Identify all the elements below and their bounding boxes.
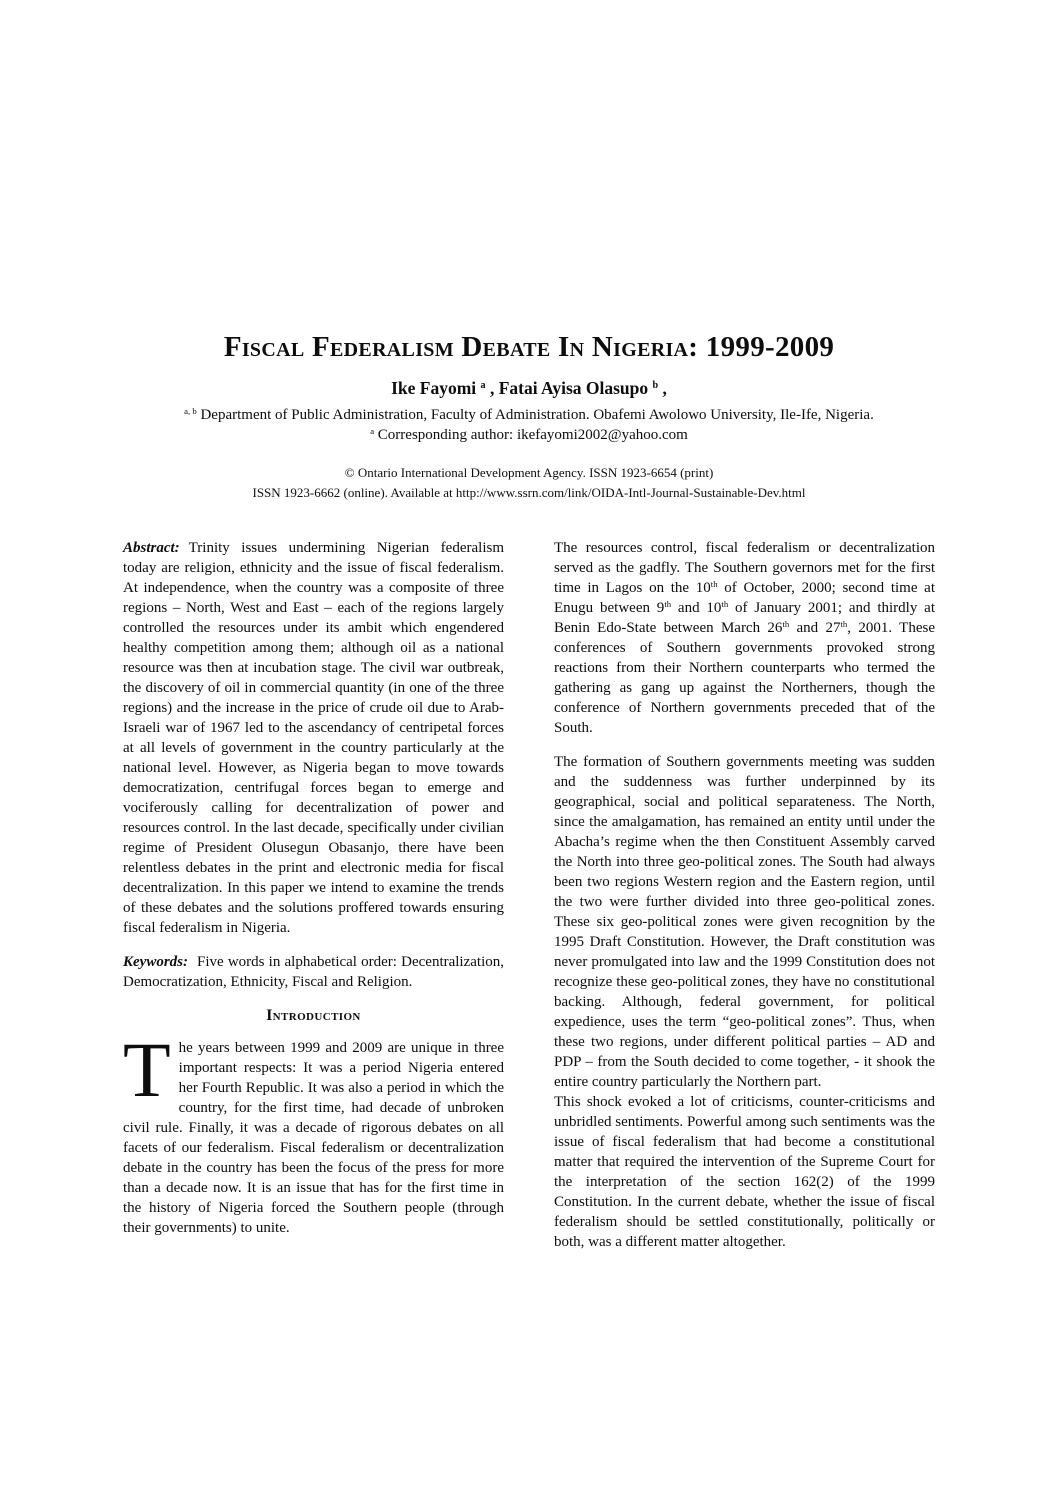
body-paragraph-1: The resources control, fiscal federalism or decentralization served as the gadfly. The Southern governors met for the first time in Lagos on the 10th of October, 2000; second time at Enugu between 9th and 10th of January 2001; and thirdly at Benin Edo-State between March 26th and 27th, 2001. These conferences of Southern governments provoked strong reactions from their Northern counterparts who termed the gathering as gang up against the Northerners, though the conference of Northern governments preceded that of the South.	[554, 540, 935, 736]
affiliation-line: $^{a, b}$ Department of Public Administration, Faculty of Administration. Obafemi Awolowo University, Ile-Ife, Nigeria.	[184, 406, 874, 423]
abstract-paragraph	[123, 538, 504, 938]
keywords-paragraph	[123, 952, 504, 992]
body-paragraph-3: This shock evoked a lot of criticisms, counter-criticisms and unbridled sentiments. Powerful among such sentiments was the issue of fiscal federalism that had become a constitutional matter that required the intervention of the Supreme Court for the interpretation of the section 162(2) of the 1999 Constitution. In the current debate, whether the issue of fiscal federalism should be settled constitutionally, politically or both, was a different matter altogether.	[554, 1094, 935, 1250]
abstract-label: Abstract:	[123, 540, 180, 556]
left-column	[123, 538, 504, 1252]
corresponding-author-line: $^a$ Corresponding author: ikefayomi2002@yahoo.com	[370, 426, 688, 443]
copyright-line-1: © Ontario International Development Agency. ISSN 1923-6654 (print)	[344, 465, 714, 480]
paper-title: Fiscal Federalism Debate In Nigeria: 1999-2009	[223, 331, 835, 363]
right-column	[554, 538, 935, 1252]
paper-header	[123, 330, 935, 503]
abstract-text: Trinity issues undermining Nigerian federalism today are religion, ethnicity and the issue of fiscal federalism. At independence, when the country was a composite of three regions – North, West and East – each of the regions largely controlled the resources under its ambit which engendered healthy competition among them; although oil as a national resource was then at incubation stage. The civil war outbreak, the discovery of oil in commercial quantity (in one of the three regions) and the increase in the price of crude oil due to Arab-Israeli war of 1967 led to the ascendancy of centripetal forces at all levels of government in the country particularly at the national level. However, as Nigeria began to move towards democratization, centrifugal forces began to emerge and vociferously calling for decentralization of power and resources control. In the last decade, specifically under civilian regime of President Olusegun Obasanjo, there have been relentless debates in the print and electronic media for fiscal decentralization. In this paper we intend to examine the trends of these debates and the solutions proffered towards ensuring fiscal federalism in Nigeria.	[123, 540, 504, 936]
body-paragraph-2: The formation of Southern governments meeting was sudden and the suddenness was further underpinned by its geographical, social and political separateness. The North, since the amalgamation, has remained an entity until under the Abacha’s regime when the then Constituent Assembly carved the North into three geo-political zones. The South had always been two regions Western region and the Eastern region, until the two were further divided into three geo-political zones. These six geo-political zones were given recognition by the 1995 Draft Constitution. However, the Draft constitution was never promulgated into law and the 1999 Constitution does not recognize these geo-political zones, they have no constitutional backing. Although, federal government, for political expedience, uses the term “geo-political zones”. Thus, when these two regions, under different political parties – AD and PDP – from the South decided to come together, - it shook the entire country particularly the Northern part.	[554, 754, 935, 1090]
authors-line: Ike Fayomi $^a$ , Fatai Ayisa Olasupo $^b$ ,	[391, 378, 667, 398]
introduction-text: he years between 1999 and 2009 are unique in three important respects: It was a period Nigeria entered her Fourth Republic. It was also a period in which the country, for the first time, had decade of unbroken civil rule. Finally, it was a decade of rigorous debates on all facets of our federalism. Fiscal federalism or decentralization debate in the country has been the focus of the press for more than a decade now. It is an issue that has for the first time in the history of Nigeria forced the Southern people (through their governments) to unite.	[123, 1040, 504, 1236]
copyright-line-2: ISSN 1923-6662 (online). Available at http://www.ssrn.com/link/OIDA-Intl-Journal-Sustainable-Dev.html	[252, 485, 806, 500]
drop-cap-letter: T	[123, 1026, 171, 1113]
keywords-label: Keywords:	[123, 954, 188, 970]
introduction-paragraph	[123, 1026, 504, 1238]
keywords-text: Five words in alphabetical order: Decentralization, Democratization, Ethnicity, Fiscal and Religion.	[123, 954, 504, 990]
introduction-heading: Introduction	[266, 1007, 361, 1024]
two-column-body	[123, 538, 935, 1252]
